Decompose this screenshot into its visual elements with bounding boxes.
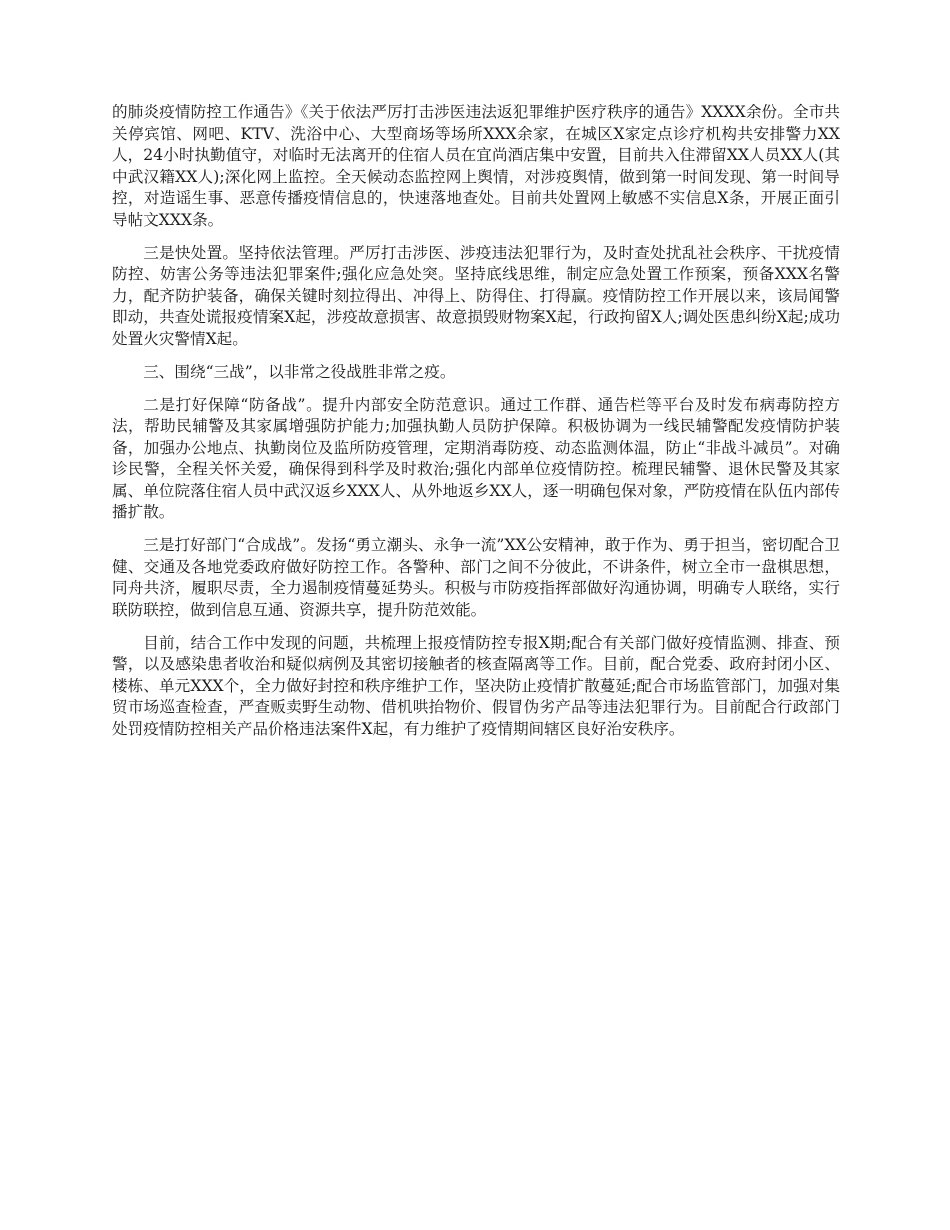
paragraph-defense-battle: 二是打好保障“防备战”。提升内部安全防范意识。通过工作群、通告栏等平台及时发布病毒防控方法，帮助民辅警及其家属增强防护能力;加强执勤人员防护保障。积极协调为一线民辅警配发疫情防护装备，加强办公地点、执勤岗位及监所防疫管理，定期消毒防疫、动态监测体温，防止“非战斗减员”。对确诊民警，全程关怀关爱，确保得到科学及时救治;强化内部单位疫情防控。梳理民辅警、退休民警及其家属、单位院落住宿人员中武汉返乡XXX人、从外地返乡XX人，逐一明确包保对象，严防疫情在队伍内部传播扩散。 bbox=[112, 395, 840, 521]
paragraph-current-status: 目前，结合工作中发现的问题，共梳理上报疫情防控专报X期;配合有关部门做好疫情监测、排查、预警，以及感染患者收治和疑似病例及其密切接触者的核查隔离等工作。目前，配合党委、政府封闭小区、楼栋、单元XXX个，全力做好封控和秩序维护工作，坚决防止疫情扩散蔓延;配合市场监管部门，加强对集贸市场巡查检查，严查贩卖野生动物、借机哄抬物价、假冒伪劣产品等违法犯罪行为。目前配合行政部门处罚疫情防控相关产品价格违法案件X起，有力维护了疫情期间辖区良好治安秩序。 bbox=[112, 633, 840, 738]
paragraph-continuation: 的肺炎疫情防控工作通告》《关于依法严厉打击涉医违法返犯罪维护医疗秩序的通告》XXXX余份。全市共关停宾馆、网吧、KTV、洗浴中心、大型商场等场所XXX余家，在城区X家定点诊疗机构共安排警力XX人，24小时执勤值守，对临时无法离开的住宿人员在宜尚酒店集中安置，目前共入住滞留XX人员XX人(其中武汉籍XX人);深化网上监控。全天候动态监控网上舆情，对涉疫舆情，做到第一时间发现、第一时间导控，对造谣生事、恶意传播疫情信息的，快速落地查处。目前共处置网上敏感不实信息X条，开展正面引导帖文XXX条。 bbox=[112, 103, 840, 229]
section-heading-three-battles: 三、围绕“三战”，以非常之役战胜非常之疫。 bbox=[143, 362, 456, 381]
paragraph-joint-battle: 三是打好部门“合成战”。发扬“勇立潮头、永争一流”XX公安精神，敢于作为、勇于担当，密切配合卫健、交通及各地党委政府做好防控工作。各警种、部门之间不分彼此，不讲条件，树立全市一盘棋思想，同舟共济，履职尽责，全力遏制疫情蔓延势头。积极与市防疫指挥部做好沟通协调，明确专人联络，实行联防联控，做到信息互通、资源共享，提升防范效能。 bbox=[112, 536, 840, 619]
document-body bbox=[112, 102, 840, 752]
paragraph-quick-disposal: 三是快处置。坚持依法管理。严厉打击涉医、涉疫违法犯罪行为，及时查处扰乱社会秩序、干扰疫情防控、妨害公务等违法犯罪案件;强化应急处突。坚持底线思维，制定应急处置工作预案，预备XXX名警力，配齐防护装备，确保关键时刻拉得出、冲得上、防得住、打得赢。疫情防控工作开展以来，该局闻警即动，共查处谎报疫情案X起，涉疫故意损害、故意损毁财物案X起，行政拘留X人;调处医患纠纷X起;成功处置火灾警情X起。 bbox=[112, 243, 840, 348]
